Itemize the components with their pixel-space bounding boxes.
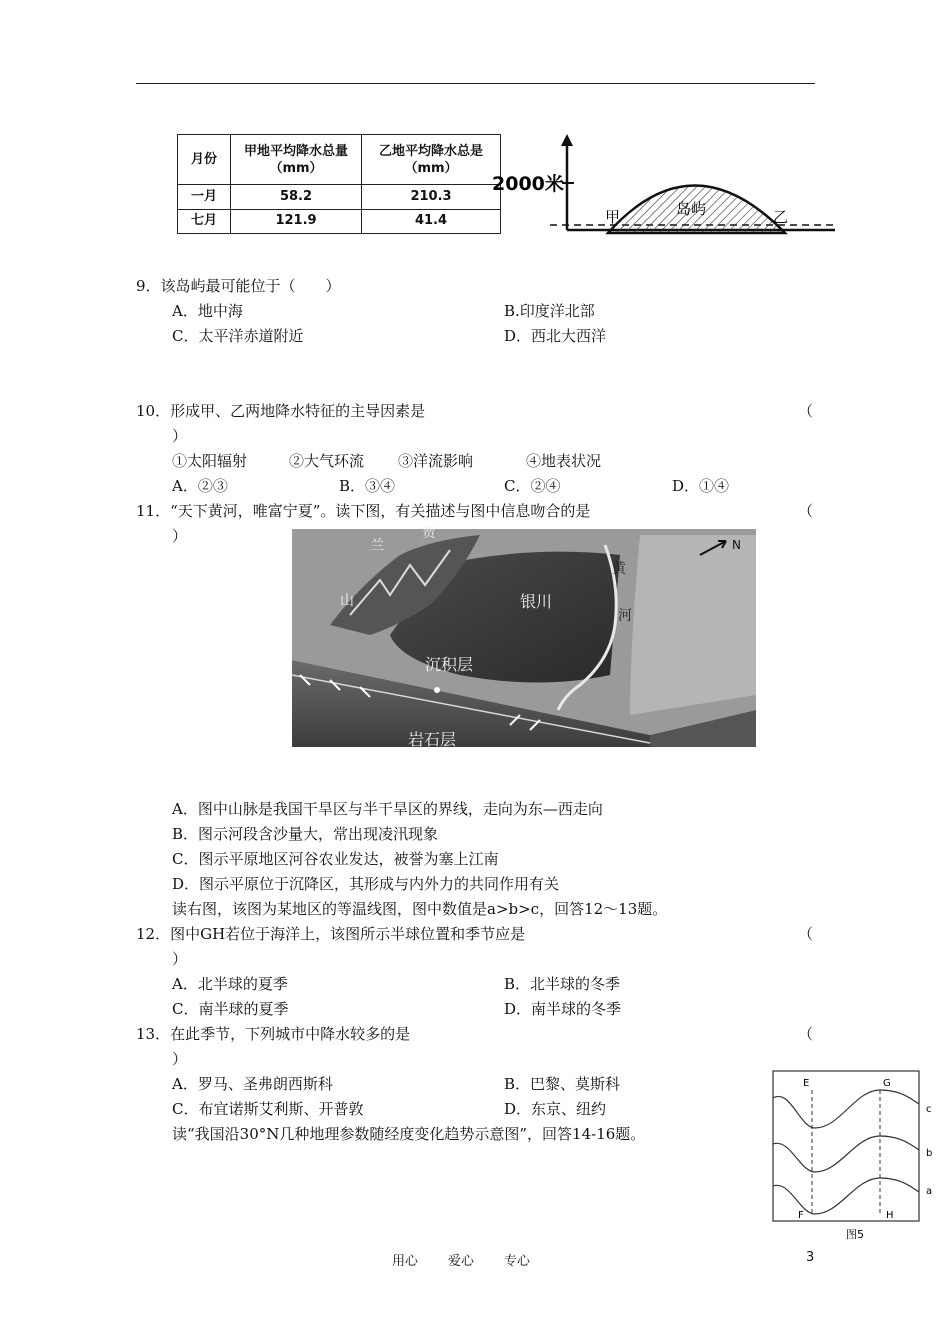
table-cell: 七月 — [178, 209, 231, 233]
q10-paren-close: ） — [172, 427, 188, 445]
q11-option-a: A．图中山脉是我国干旱区与半干旱区的界线，走向为东—西走向 — [172, 800, 603, 818]
question-11-stem: 11．“天下黄河，唯富宁夏”。读下图，有关描述与图中信息吻合的是 — [136, 502, 591, 520]
q10-option-d: D．①④ — [672, 477, 730, 495]
elevation-label: 2000米 — [492, 173, 564, 195]
island-profile-diagram — [490, 130, 840, 242]
figure-caption: 图5 — [846, 1228, 864, 1241]
q10-factor-2: ②大气环流 — [289, 452, 365, 470]
map-label-lan: 兰 — [370, 538, 384, 554]
q12-option-c: C．南半球的夏季 — [172, 1000, 289, 1018]
q12-option-b: B．北半球的冬季 — [504, 975, 621, 993]
q9-option-c: C．太平洋赤道附近 — [172, 327, 304, 345]
question-10-stem: 10．形成甲、乙两地降水特征的主导因素是 — [136, 402, 426, 420]
q10-paren-open: （ — [798, 402, 814, 420]
intro-14-16: 读“我国沿30°N几种地理参数随经度变化趋势示意图”，回答14-16题。 — [172, 1125, 646, 1143]
label-a: a — [926, 1186, 933, 1197]
map-label-huang: 黄 — [612, 561, 626, 577]
q12-paren-open: （ — [798, 925, 814, 943]
q13-option-a: A．罗马、圣弗朗西斯科 — [172, 1075, 333, 1093]
table-header-cell: 甲地平均降水总量（mm） — [231, 135, 362, 185]
label-c: c — [926, 1104, 932, 1115]
island-label: 岛屿 — [676, 200, 707, 218]
table-header-row — [178, 135, 501, 185]
question-12-stem: 12．图中GH若位于海洋上，该图所示半球位置和季节应是 — [136, 925, 526, 943]
label-f: F — [798, 1210, 804, 1221]
q10-option-a: A．②③ — [172, 477, 228, 495]
label-b: b — [926, 1148, 933, 1159]
q9-option-d: D．西北大西洋 — [504, 327, 607, 345]
q13-paren-close: ） — [172, 1050, 188, 1068]
header-rule — [136, 83, 815, 84]
q11-paren-close: ） — [172, 527, 188, 545]
q13-option-c: C．布宜诺斯艾利斯、开普敦 — [172, 1100, 364, 1118]
q10-option-c: C．②④ — [504, 477, 561, 495]
q13-option-b: B．巴黎、莫斯科 — [504, 1075, 621, 1093]
table-cell: 一月 — [178, 185, 231, 209]
footer-motto-3: 专心 — [504, 1254, 531, 1269]
map-label-sediment: 沉积层 — [425, 655, 474, 674]
table-cell: 41.4 — [362, 209, 501, 233]
north-label: N — [732, 538, 741, 552]
question-9-stem: 9．该岛屿最可能位于（ ） — [136, 277, 341, 295]
label-e: E — [803, 1078, 810, 1089]
question-13-stem: 13．在此季节，下列城市中降水较多的是 — [136, 1025, 411, 1043]
location-yi-label: 乙 — [773, 208, 789, 226]
map-label-river: 河 — [618, 608, 632, 624]
q9-option-b: B.印度洋北部 — [504, 302, 595, 320]
table-cell: 210.3 — [362, 185, 501, 209]
location-jia-label: 甲 — [605, 208, 621, 226]
label-h: H — [886, 1210, 894, 1221]
footer-motto-2: 爱心 — [448, 1254, 475, 1269]
q13-option-d: D．东京、纽约 — [504, 1100, 607, 1118]
q10-factor-4: ④地表状况 — [526, 452, 602, 470]
q12-paren-close: ） — [172, 950, 188, 968]
q9-option-a: A．地中海 — [172, 302, 243, 320]
map-label-he: 贺 — [422, 525, 436, 541]
page-number: 3 — [806, 1250, 815, 1265]
table-cell: 121.9 — [231, 209, 362, 233]
map-label-mountain: 山 — [340, 593, 354, 609]
table-header-cell: 乙地平均降水总是（mm） — [362, 135, 501, 185]
q12-option-a: A．北半球的夏季 — [172, 975, 288, 993]
precipitation-table — [177, 134, 501, 234]
q11-option-c: C．图示平原地区河谷农业发达，被誉为塞上江南 — [172, 850, 499, 868]
q12-option-d: D．南半球的冬季 — [504, 1000, 622, 1018]
q10-factor-3: ③洋流影响 — [398, 452, 474, 470]
table-row — [178, 185, 501, 209]
table-row — [178, 209, 501, 233]
q13-paren-open: （ — [798, 1025, 814, 1043]
label-g: G — [883, 1078, 891, 1089]
ningxia-block-diagram — [290, 525, 760, 747]
table-cell: 58.2 — [231, 185, 362, 209]
map-label-yinchuan: 银川 — [520, 592, 553, 611]
q10-factor-1: ①太阳辐射 — [172, 452, 248, 470]
intro-12-13: 读右图，该图为某地区的等温线图，图中数值是a>b>c，回答12～13题。 — [172, 900, 668, 918]
axis-arrow-icon — [561, 134, 573, 146]
footer-motto-1: 用心 — [392, 1254, 419, 1269]
table-header-cell: 月份 — [178, 135, 231, 185]
q11-paren-open: （ — [798, 502, 814, 520]
marker-dot — [434, 687, 440, 693]
q10-option-b: B．③④ — [339, 477, 396, 495]
isotherm-figure-5 — [770, 1068, 940, 1244]
q11-option-d: D．图示平原位于沉降区，其形成与内外力的共同作用有关 — [172, 875, 560, 893]
q11-option-b: B．图示河段含沙量大，常出现凌汛现象 — [172, 825, 439, 843]
map-label-bedrock: 岩石层 — [408, 730, 457, 747]
eastern-highland — [630, 535, 756, 715]
